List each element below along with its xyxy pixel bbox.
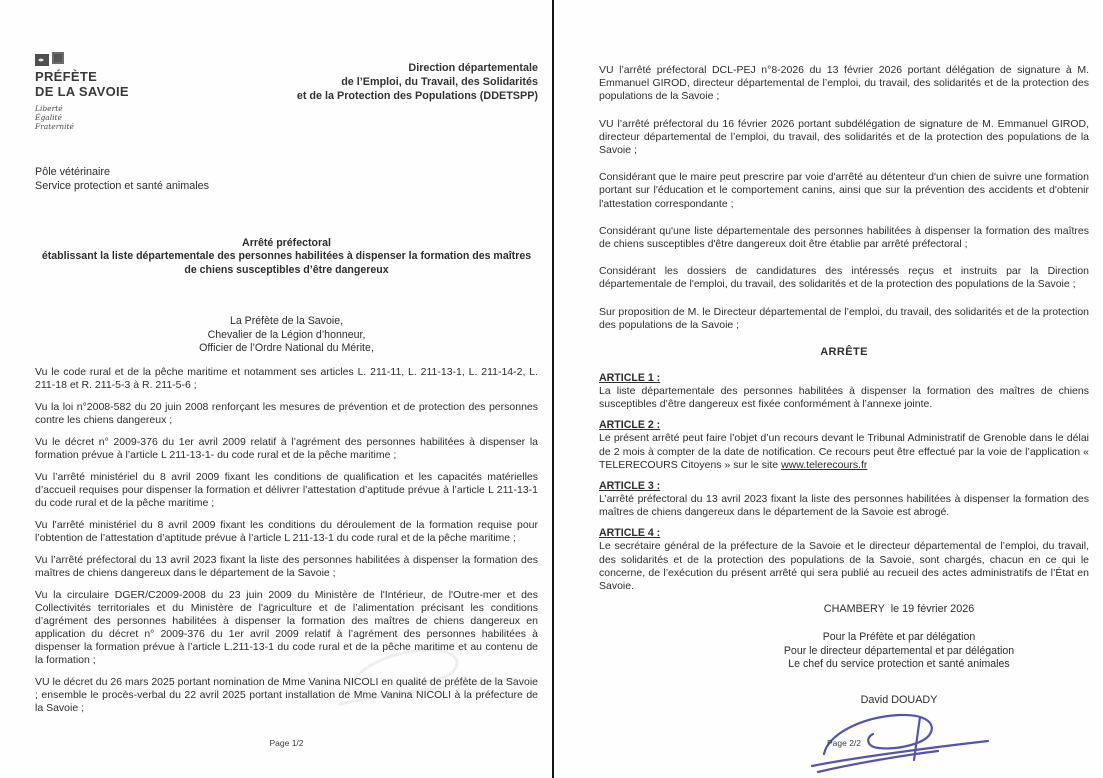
motto-egalite: Égalité xyxy=(35,113,62,122)
logo-title-line2: DE LA SAVOIE xyxy=(35,84,129,99)
closing-block xyxy=(709,603,1089,778)
article-1-heading: ARTICLE 1 : xyxy=(599,372,661,385)
document-title-line2: établissant la liste départementale des personnes habilitées à dispenser la formation des maîtres de chiens susceptibles d’être dangereux xyxy=(41,250,532,276)
legal-paragraph: VU l’arrêté préfectoral DCL-PEJ n°8-2026 du 13 février 2026 portant délégation de signature à M. Emmanuel GIROD, directeur départemental de l’emploi, du travail, des solidarités et de la protection des populations de la Savoie ; xyxy=(599,64,1089,103)
article-2-body xyxy=(599,432,1089,472)
delegation-line2: Pour le directeur départemental et par délégation xyxy=(783,644,1015,657)
page1-header xyxy=(35,52,538,131)
service-block xyxy=(35,165,538,193)
legal-paragraph: VU le décret du 26 mars 2025 portant nomination de Mme Vanina NICOLI en qualité de préfète de la Savoie ; ensemble le procès-verbal du 22 avril 2025 portant installation de Mme Vanina NICOLI à la préfecture de la Savoie ; xyxy=(35,676,538,714)
legal-paragraph: Vu l’arrêté ministériel du 8 avril 2009 fixant les conditions de qualification et les capacités matérielles d’accueil requises pour dispenser la formation et délivrer l’attestation d’aptitude prévue à l’article L 211-13-1 du code rural et de la pêche maritime ; xyxy=(35,471,538,509)
legal-paragraph: VU l’arrêté préfectoral du 16 février 2026 portant subdélégation de signature de M. Emmanuel GIROD, directeur départemental de l’emploi, du travail, des solidarités et de la protection des populations de la Savoie ; xyxy=(599,117,1089,157)
article-3 xyxy=(599,480,1089,519)
legal-paragraph: Sur proposition de M. le Directeur départemental de l’emploi, du travail, des solidarités et de la protection des populations de la Savoie ; xyxy=(599,305,1089,331)
legal-paragraph: Considérant que le maire peut prescrire par voie d'arrêté au détenteur d'un chien de suivre une formation portant sur l'éducation et le comportement canins, ainsi que sur la prévention des accidents et d'obtenir l'attestation correspondante ; xyxy=(599,171,1089,210)
delegation-line3: Le chef du service protection et santé animales xyxy=(788,658,1010,671)
legal-paragraph: Vu l’arrêté ministériel du 8 avril 2009 fixant les conditions du déroulement de la formation requise pour l’obtention de l’attestation d’aptitude prévue à l’article L 211-13-1 du code rural et de la pêche maritime ; xyxy=(35,519,538,544)
article-4 xyxy=(599,527,1089,593)
delegation-line1: Pour la Préfète et par délégation xyxy=(822,631,976,644)
motto-liberte: Liberté xyxy=(35,104,63,113)
article-3-body: L’arrêté préfectoral du 13 avril 2023 fixant la liste des personnes habilitées à dispenser la formation des maîtres de chiens dangereux dans le département de la Savoie est abrogé. xyxy=(599,493,1089,519)
document-page-2 xyxy=(554,0,1103,778)
salutation-line2: Chevalier de la Légion d’honneur, xyxy=(207,328,366,341)
article-2-heading: ARTICLE 2 : xyxy=(599,419,661,432)
legal-paragraph: Considérant qu'une liste départementale des personnes habilitées à dispenser la formation des maîtres de chiens susceptibles d'être dangereux doit être établie par arrêté préfectoral ; xyxy=(599,224,1089,251)
place-and-date: CHAMBERY le 19 février 2026 xyxy=(823,603,975,616)
legal-paragraph: Considérant les dossiers de candidatures des intéressés reçus et instruits par la Direction départementale de l'emploi, du travail, des solidarités et de la protection des populations de la Savoie ; xyxy=(599,265,1089,291)
motto-fraternite: Fraternité xyxy=(35,122,74,131)
page-number: Page 1/2 xyxy=(269,738,304,748)
article-2 xyxy=(599,419,1089,472)
legal-paragraph: Vu l’arrêté préfectoral du 13 avril 2023 fixant la liste des personnes habilitées à dispenser la formation des maîtres de chiens dangereux dans le département de la Savoie ; xyxy=(35,554,538,579)
article-4-heading: ARTICLE 4 : xyxy=(599,527,661,540)
legal-paragraph: Vu le décret n° 2009-376 du 1er avril 2009 relatif à l’agrément des personnes habilitées à dispenser la formation prévue à l’article L 211-13-1- du code rural et de la pêche maritime ; xyxy=(35,436,538,461)
signer-name: David DOUADY xyxy=(860,694,938,707)
article-4-body: Le secrétaire général de la préfecture de la Savoie et le directeur départemental de l’emploi, du travail, des solidarités et de la protection des populations de la Savoie, sont chargés, chacun en ce qui le concerne, de l’exécution du présent arrêté qui sera publié au recueil des actes administratifs de l’État en Savoie. xyxy=(599,540,1089,593)
article-1 xyxy=(599,372,1089,411)
document-title-line1: Arrêté préfectoral xyxy=(242,237,331,249)
article-3-heading: ARTICLE 3 : xyxy=(599,480,661,493)
delegation-block xyxy=(709,631,1089,672)
legal-paragraph: Vu la loi n°2008-582 du 20 juin 2008 renforçant les mesures de prévention et de protection des personnes contre les chiens dangereux ; xyxy=(35,401,538,426)
arrete-heading: ARRÊTE xyxy=(820,346,868,359)
service-line2: Service protection et santé animales xyxy=(35,180,210,192)
article-1-body: La liste départementale des personnes habilitées à dispenser la formation des maîtres de chiens susceptibles d’être dangereux est fixée conformément à l’annexe jointe. xyxy=(599,385,1089,411)
prefecture-logo xyxy=(35,52,129,131)
page-number: Page 2/2 xyxy=(826,738,862,748)
salutation-line1: La Préfète de la Savoie, xyxy=(229,315,344,328)
direction-line3: et de la Protection des Populations (DDETSPP) xyxy=(296,89,538,102)
salutation-line3: Officier de l’Ordre National du Mérite, xyxy=(199,342,374,355)
legal-paragraph: Vu le code rural et de la pêche maritime et notamment ses articles L. 211-11, L. 211-13-1, L. 211-14-2, L. 211-18 et R. 211-5-3 à R. 211-5-6 ; xyxy=(35,366,538,391)
legal-paragraph: Vu la circulaire DGER/C2009-2008 du 23 juin 2009 du Ministère de l'Intérieur, de l'Outre-mer et des Collectivités territoriales et du Ministère de l'agriculture et de l’alimentation précisant les conditions d’agrément des personnes habilitées à dispenser la formation des maîtres de chiens dangereux en application du décret n° 2009-376 du 1er avril 2009 relatif à l’agrément des personnes habilitées à dispenser la formation prévue à l’article L.211-13-1 du code rural et de la pêche maritime et au contenu de la formation ; xyxy=(35,589,538,666)
telerecours-link: www.telerecours.fr xyxy=(781,458,868,471)
marianne-emblem-icon xyxy=(35,52,67,66)
issuing-direction xyxy=(297,62,538,103)
logo-title-line1: PRÉFÈTE xyxy=(35,69,98,84)
direction-line1: Direction départementale xyxy=(408,62,538,74)
page1-body xyxy=(35,366,538,715)
service-line1: Pôle vétérinaire xyxy=(35,166,111,178)
article-2-text: Le présent arrêté peut faire l’objet d’un recours devant le Tribunal Administratif de Grenoble dans le délai de 2 mois à compter de la date de notification. Ce recours peut être effectué par la voie de l’application « TELERECOURS Citoyens » sur le site xyxy=(599,432,1089,471)
document-title xyxy=(35,237,538,277)
direction-line2: de l’Emploi, du Travail, des Solidarités xyxy=(341,75,538,88)
page2-body xyxy=(599,64,1089,332)
salutation-block xyxy=(35,315,538,356)
